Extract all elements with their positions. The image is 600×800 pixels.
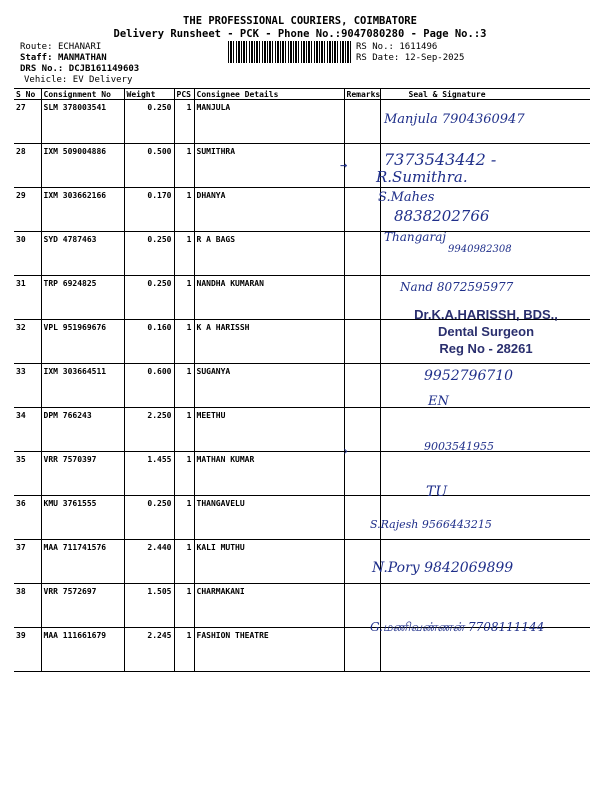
- row-consignee: SUGANYA: [194, 364, 344, 408]
- barcode: [228, 41, 352, 63]
- row-consignee: KALI MUTHU: [194, 540, 344, 584]
- row-consignee: SUMITHRA: [194, 144, 344, 188]
- col-consignment: Consignment No: [41, 89, 124, 100]
- route-value: ECHANARI: [57, 42, 102, 52]
- row-weight: 1.455: [124, 452, 174, 496]
- col-weight: Weight: [124, 89, 174, 100]
- row-weight: 0.600: [124, 364, 174, 408]
- table-row: [14, 188, 590, 232]
- row-remarks: [344, 452, 380, 496]
- row-sno: 28: [14, 144, 41, 188]
- rs-no-value: 1611496: [399, 42, 438, 52]
- row-consignment: MAA 111661679: [41, 628, 124, 672]
- row-consignee: MEETHU: [194, 408, 344, 452]
- row-weight: 0.250: [124, 496, 174, 540]
- row-signature: [380, 452, 590, 496]
- row-sno: 36: [14, 496, 41, 540]
- route-line: [20, 42, 101, 53]
- row-sno: 32: [14, 320, 41, 364]
- row-pcs: 1: [174, 540, 194, 584]
- col-pcs: PCS: [174, 89, 194, 100]
- table-header-row: [14, 89, 590, 100]
- signature-27: Manjula 7904360947: [384, 112, 525, 127]
- signature-38: N.Pory 9842069899: [372, 560, 514, 576]
- vehicle-label: Vehicle:: [24, 75, 68, 85]
- row-weight: 0.160: [124, 320, 174, 364]
- row-consignment: SLM 378003541: [41, 100, 124, 144]
- table-row: [14, 452, 590, 496]
- row-consignee: MATHAN KUMAR: [194, 452, 344, 496]
- row-weight: 0.500: [124, 144, 174, 188]
- row-consignment: IXM 303664511: [41, 364, 124, 408]
- route-label: Route:: [20, 42, 53, 52]
- row-consignment: VPL 951969676: [41, 320, 124, 364]
- signature-30-name: Thangaraj: [384, 230, 447, 244]
- row-weight: 2.440: [124, 540, 174, 584]
- signature-29-name: S.Mahes: [378, 190, 435, 205]
- row-remarks: [344, 232, 380, 276]
- col-consignee: Consignee Details: [194, 89, 344, 100]
- arrow-icon-2: ›: [342, 444, 350, 458]
- signature-34: EN: [428, 394, 449, 409]
- table-row: [14, 496, 590, 540]
- row-consignee: FASHION THEATRE: [194, 628, 344, 672]
- rs-date-value: 12-Sep-2025: [404, 53, 465, 63]
- row-consignee: NANDHA KUMARAN: [194, 276, 344, 320]
- row-sno: 39: [14, 628, 41, 672]
- drs-label: DRS No.:: [20, 64, 64, 74]
- doctor-stamp: [386, 306, 586, 357]
- signature-30-phone: 9940982308: [448, 244, 512, 255]
- row-sno: 30: [14, 232, 41, 276]
- arrow-icon: →: [340, 158, 348, 172]
- stamp-line-2: Dental Surgeon: [437, 324, 535, 339]
- row-sno: 34: [14, 408, 41, 452]
- row-weight: 0.250: [124, 232, 174, 276]
- row-consignee: DHANYA: [194, 188, 344, 232]
- staff-label: Staff:: [20, 53, 53, 63]
- vehicle-line: [24, 75, 132, 86]
- row-pcs: 1: [174, 364, 194, 408]
- row-pcs: 1: [174, 276, 194, 320]
- row-sno: 29: [14, 188, 41, 232]
- stamp-line-3: Reg No - 28261: [439, 341, 533, 356]
- signature-39: G.மணிவண்ணன் 7708111144: [370, 620, 545, 634]
- row-consignment: VRR 7570397: [41, 452, 124, 496]
- row-pcs: 1: [174, 452, 194, 496]
- row-pcs: 1: [174, 232, 194, 276]
- row-consignment: VRR 7572697: [41, 584, 124, 628]
- signature-36: TU: [426, 484, 448, 500]
- row-consignee: K A HARISSH: [194, 320, 344, 364]
- row-remarks: [344, 276, 380, 320]
- col-sno: S No: [14, 89, 41, 100]
- row-pcs: 1: [174, 100, 194, 144]
- row-weight: 0.170: [124, 188, 174, 232]
- row-sno: 27: [14, 100, 41, 144]
- row-consignment: KMU 3761555: [41, 496, 124, 540]
- row-consignee: R A BAGS: [194, 232, 344, 276]
- row-sno: 33: [14, 364, 41, 408]
- row-weight: 0.250: [124, 276, 174, 320]
- row-pcs: 1: [174, 628, 194, 672]
- col-remarks: Remarks: [344, 89, 380, 100]
- signature-33: 9952796710: [424, 368, 514, 384]
- row-consignee: CHARMAKANI: [194, 584, 344, 628]
- signature-35: 9003541955: [424, 440, 494, 453]
- rs-date-line: [356, 53, 464, 64]
- row-consignment: TRP 6924825: [41, 276, 124, 320]
- table-row: [14, 408, 590, 452]
- rs-no-label: RS No.:: [356, 42, 394, 52]
- row-consignment: DPM 766243: [41, 408, 124, 452]
- drs-line: [20, 64, 139, 75]
- company-title: THE PROFESSIONAL COURIERS, COIMBATORE: [183, 15, 417, 27]
- signature-37: S.Rajesh 9566443215: [370, 518, 492, 531]
- runsheet-subtitle: Delivery Runsheet - PCK - Phone No.:9047080280 - Page No.:3: [113, 28, 487, 40]
- row-remarks: [344, 364, 380, 408]
- row-weight: 2.245: [124, 628, 174, 672]
- row-remarks: [344, 408, 380, 452]
- row-consignee: MANJULA: [194, 100, 344, 144]
- row-consignment: SYD 4787463: [41, 232, 124, 276]
- row-pcs: 1: [174, 188, 194, 232]
- row-remarks: [344, 144, 380, 188]
- signature-28-name: R.Sumithra.: [376, 168, 468, 186]
- vehicle-value: EV Delivery: [72, 75, 133, 85]
- row-pcs: 1: [174, 320, 194, 364]
- row-remarks: [344, 188, 380, 232]
- table-row: [14, 144, 590, 188]
- row-pcs: 1: [174, 496, 194, 540]
- staff-value: MANMATHAN: [57, 53, 107, 63]
- signature-31: Nand 8072595977: [400, 280, 514, 294]
- signature-28-phone: 7373543442 -: [384, 150, 497, 169]
- drs-value: DCJB161149603: [68, 64, 140, 74]
- rs-date-label: RS Date:: [356, 53, 400, 63]
- row-sno: 37: [14, 540, 41, 584]
- row-sno: 35: [14, 452, 41, 496]
- row-pcs: 1: [174, 584, 194, 628]
- col-signature: Seal & Signature: [380, 89, 590, 100]
- row-weight: 0.250: [124, 100, 174, 144]
- row-remarks: [344, 100, 380, 144]
- row-weight: 2.250: [124, 408, 174, 452]
- row-pcs: 1: [174, 408, 194, 452]
- row-pcs: 1: [174, 144, 194, 188]
- row-consignment: IXM 509004886: [41, 144, 124, 188]
- row-consignment: IXM 303662166: [41, 188, 124, 232]
- row-consignment: MAA 711741576: [41, 540, 124, 584]
- row-weight: 1.505: [124, 584, 174, 628]
- staff-line: [20, 53, 107, 64]
- row-sno: 31: [14, 276, 41, 320]
- row-consignee: THANGAVELU: [194, 496, 344, 540]
- row-sno: 38: [14, 584, 41, 628]
- row-remarks: [344, 320, 380, 364]
- stamp-line-1: Dr.K.A.HARISSH, BDS.,: [414, 307, 558, 322]
- signature-29-phone: 8838202766: [394, 207, 490, 225]
- rs-no-line: [356, 42, 437, 53]
